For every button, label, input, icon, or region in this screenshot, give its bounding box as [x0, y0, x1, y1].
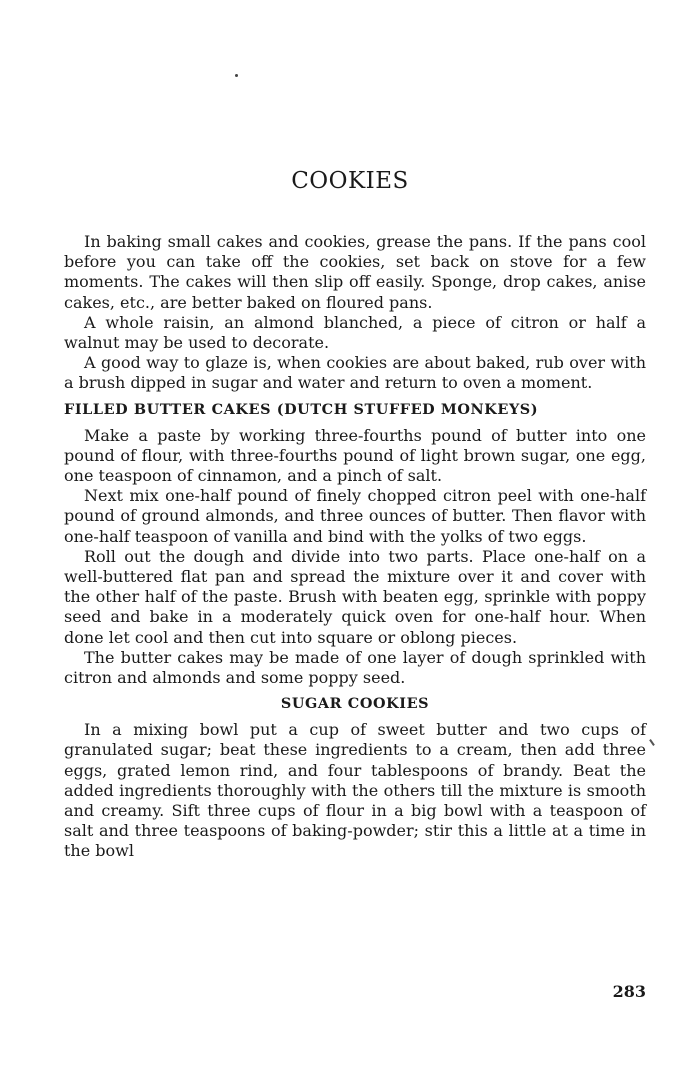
print-mark — [649, 739, 655, 746]
recipe-paragraph: Make a paste by working three-fourths pound of butter into one pound of flour, with three-fourths pound of light brown sugar, one egg, one teaspoon of cinnamon, and a pinch of salt. — [64, 425, 646, 486]
recipe-paragraph: Next mix one-half pound of finely chopped citron peel with one-half pound of ground almonds, and three ounces of butter. Then flavor with one-half teaspoon of vanilla and bind with the yolks of two eggs. — [64, 486, 646, 546]
recipe-heading-filled-butter-cakes: FILLED BUTTER CAKES (DUTCH STUFFED MONKEYS) — [64, 400, 539, 418]
intro-paragraph: A good way to glaze is, when cookies are about baked, rub over with a brush dipped in sugar and water and return to oven a moment. — [64, 353, 646, 393]
print-speck — [235, 74, 238, 77]
recipe-paragraph: Roll out the dough and divide into two parts. Place one-half on a well-buttered flat pan and spread the mixture over it and cover with the other half of the paste. Brush with beaten egg, sprinkle with poppy seed and bake in a moderately quick oven for one-half hour. When done let cool and then cut into square or oblong pieces. — [64, 546, 646, 647]
intro-paragraph: A whole raisin, an almond blanched, a piece of citron or half a walnut may be used to decorate. — [64, 312, 646, 353]
intro-paragraph: In baking small cakes and cookies, grease the pans. If the pans cool before you can take off the cookies, set back on stove for a few moments. The cakes will then slip off easily. Sponge, drop cakes, anise cakes, etc., are better baked on floured pans. — [64, 232, 646, 312]
recipe-paragraph: In a mixing bowl put a cup of sweet butter and two cups of granulated sugar; beat these ingredients to a cream, then add three eggs, grated lemon rind, and four tablespoons of brandy. Beat the added ingredients thoroughly with the others till the mixture is smooth and creamy. Sift three cups of flour in a big bowl with a teaspoon of salt and three teaspoons of baking-powder; stir this a little at a time in the bowl — [64, 720, 646, 861]
recipe-heading-sugar-cookies: SUGAR COOKIES — [280, 695, 430, 713]
body-text — [64, 232, 646, 862]
recipe-paragraph: The butter cakes may be made of one layer of dough sprinkled with citron and almonds and some poppy seed. — [64, 647, 646, 688]
page-number: 283 — [612, 982, 646, 1001]
chapter-title: COOKIES — [291, 168, 409, 194]
